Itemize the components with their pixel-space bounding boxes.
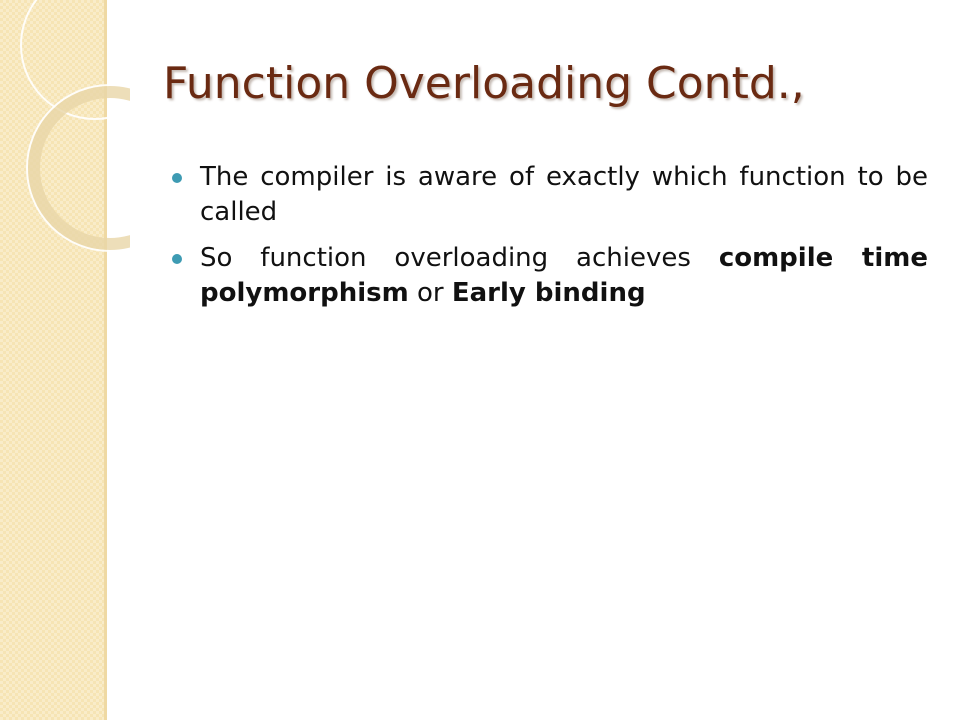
bullet-dot-icon bbox=[172, 173, 182, 183]
bullet-list bbox=[172, 160, 928, 322]
bullet-text: The compiler is aware of exactly which function to be called bbox=[200, 162, 928, 227]
bullet-text-segment: or bbox=[408, 277, 452, 308]
bullet-dot-icon bbox=[172, 254, 182, 264]
bullet-bold-term: compile time polymorphism bbox=[200, 243, 928, 308]
slide-title: Function Overloading Contd., bbox=[163, 58, 805, 109]
decorative-circles bbox=[0, 0, 130, 260]
bullet-text-segment: So function overloading achieves bbox=[200, 243, 719, 274]
bullet-item-2 bbox=[172, 241, 928, 310]
bullet-bold-term: Early binding bbox=[451, 277, 646, 308]
bullet-item-1 bbox=[172, 160, 928, 229]
